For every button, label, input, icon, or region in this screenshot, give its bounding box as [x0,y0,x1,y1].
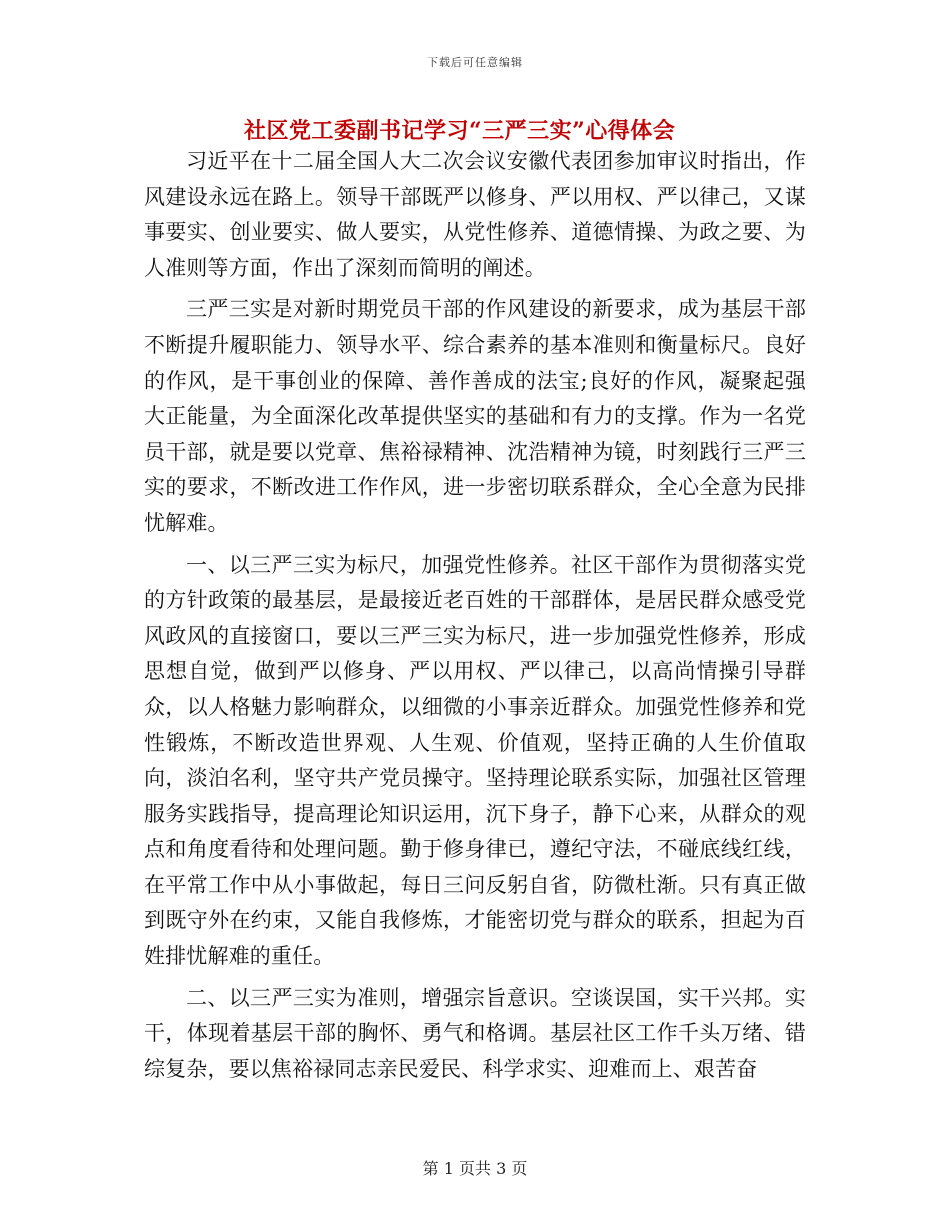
paragraph-2: 三严三实是对新时期党员干部的作风建设的新要求，成为基层干部不断提升履职能力、领导水平、综合素养的基本准则和衡量标尺。良好的作风，是干事创业的保障、善作善成的法宝;良好的作风，凝聚起强大正能量，为全面深化改革提供坚实的基础和有力的支撑。作为一名党员干部，就是要以党章、焦裕禄精神、沈浩精神为镜，时刻践行三严三实的要求，不断改进工作作风，进一步密切联系群众，全心全意为民排忧解难。 [144,297,806,535]
paragraph-4: 二、以三严三实为准则，增强宗旨意识。空谈误国，实干兴邦。实干，体现着基层干部的胸怀、勇气和格调。基层社区工作千头万绪、错综复杂，要以焦裕禄同志亲民爱民、科学求实、迎难而上、艰苦奋 [144,985,806,1081]
paragraph-3: 一、以三严三实为标尺，加强党性修养。社区干部作为贯彻落实党的方针政策的最基层，是最接近老百姓的干部群体，是居民群众感受党风政风的直接窗口，要以三严三实为标尺，进一步加强党性修养，形成思想自觉，做到严以修身、严以用权、严以律己，以高尚情操引导群众，以人格魅力影响群众，以细微的小事亲近群众。加强党性修养和党性锻炼，不断改造世界观、人生观、价值观，坚持正确的人生价值取向，淡泊名利，坚守共产党员操守。坚持理论联系实际，加强社区管理服务实践指导，提高理论知识运用，沉下身子，静下心来，从群众的观点和角度看待和处理问题。勤于修身律已，遵纪守法，不碰底线红线，在平常工作中从小事做起，每日三问反躬自省，防微杜渐。只有真正做到既守外在约束，又能自我修炼，才能密切党与群众的联系，担起为百姓排忧解难的重任。 [144,552,806,969]
page-number: 第 1 页共 3 页 [422,1159,528,1178]
document-body [144,144,806,1093]
header-note: 下载后可任意编辑 [427,56,523,69]
paragraph-1: 习近平在十二届全国人大二次会议安徽代表团参加审议时指出，作风建设永远在路上。领导干部既严以修身、严以用权、严以律己，又谋事要实、创业要实、做人要实，从党性修养、道德情操、为政之要、为人准则等方面，作出了深刻而简明的阐述。 [144,149,806,280]
document-title: 社区党工委副书记学习“三严三实”心得体会 [244,118,676,144]
